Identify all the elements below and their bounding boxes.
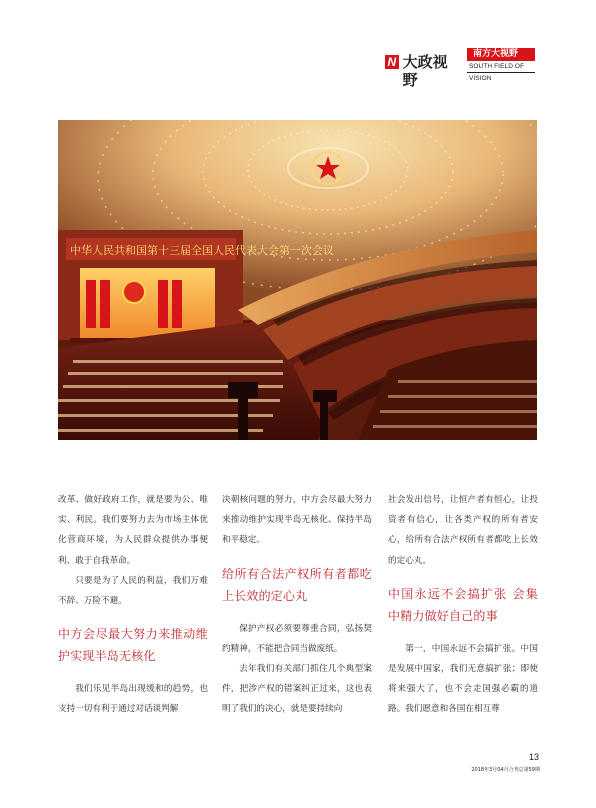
paragraph: 我们乐见半岛出现缓和的趋势，也支持一切有利于通过对话谈判解 (58, 684, 208, 715)
column-title: 大政视野 (402, 53, 448, 89)
masthead (385, 48, 535, 89)
great-hall-photo (58, 120, 537, 440)
section-heading: 中方会尽最大努力来推动维护实现半岛无核化 (58, 627, 208, 664)
magazine-logo-icon: N (385, 55, 399, 69)
section-label (467, 48, 535, 82)
issue-info: 2018年3月04月合刊总第59期 (471, 767, 540, 773)
paragraph: 社会发出信号，让恒产者有恒心，让投资者有信心，让各类产权的所有者安心，给所有合法产权所有者都吃上长效的定心丸。 (388, 495, 538, 566)
text-column-1 (58, 490, 208, 720)
paragraph: 只要是为了人民的利益，我们万难不辞、万险不避。 (58, 575, 208, 607)
paragraph: 去年我们有关部门抓住几个典型案件，把涉产权的错案纠正过来，这也表明了我们的决心，就是要持续向 (222, 664, 372, 715)
paragraph: 第一，中国永远不会搞扩张。中国是发展中国家，我们无意搞扩张；即使将来强大了，也不会走国强必霸的道路。我们愿意和各国在相互尊 (388, 643, 538, 715)
paragraph: 保护产权必须要尊重合同，弘扬契约精神，不能把合同当做废纸。 (222, 623, 372, 654)
paragraph: 决朝核问题的努力，中方会尽最大努力来推动维护实现半岛无核化、保持半岛和平稳定。 (222, 495, 372, 546)
section-name-en: SOUTH FIELD OF VISION (467, 61, 535, 73)
paragraph: 改革、做好政府工作，就是要为公、唯实、利民。我们要努力去为市场主体优化营商环境，为人民群众提供办事便利、敢于自我革命。 (58, 495, 208, 566)
great-hall-illustration (58, 120, 537, 440)
section-heading: 中国永远不会搞扩张 会集中精力做好自己的事 (388, 586, 538, 623)
section-name-cn: 南方大视野 (467, 48, 535, 61)
stage-banner: 中华人民共和国第十三届全国人民代表大会第一次会议 (70, 244, 334, 257)
text-column-3 (388, 490, 538, 720)
section-heading: 给所有合法产权所有者都吃上长效的定心丸 (222, 566, 372, 603)
page-number: 13 (528, 752, 539, 762)
text-column-2 (222, 490, 372, 720)
